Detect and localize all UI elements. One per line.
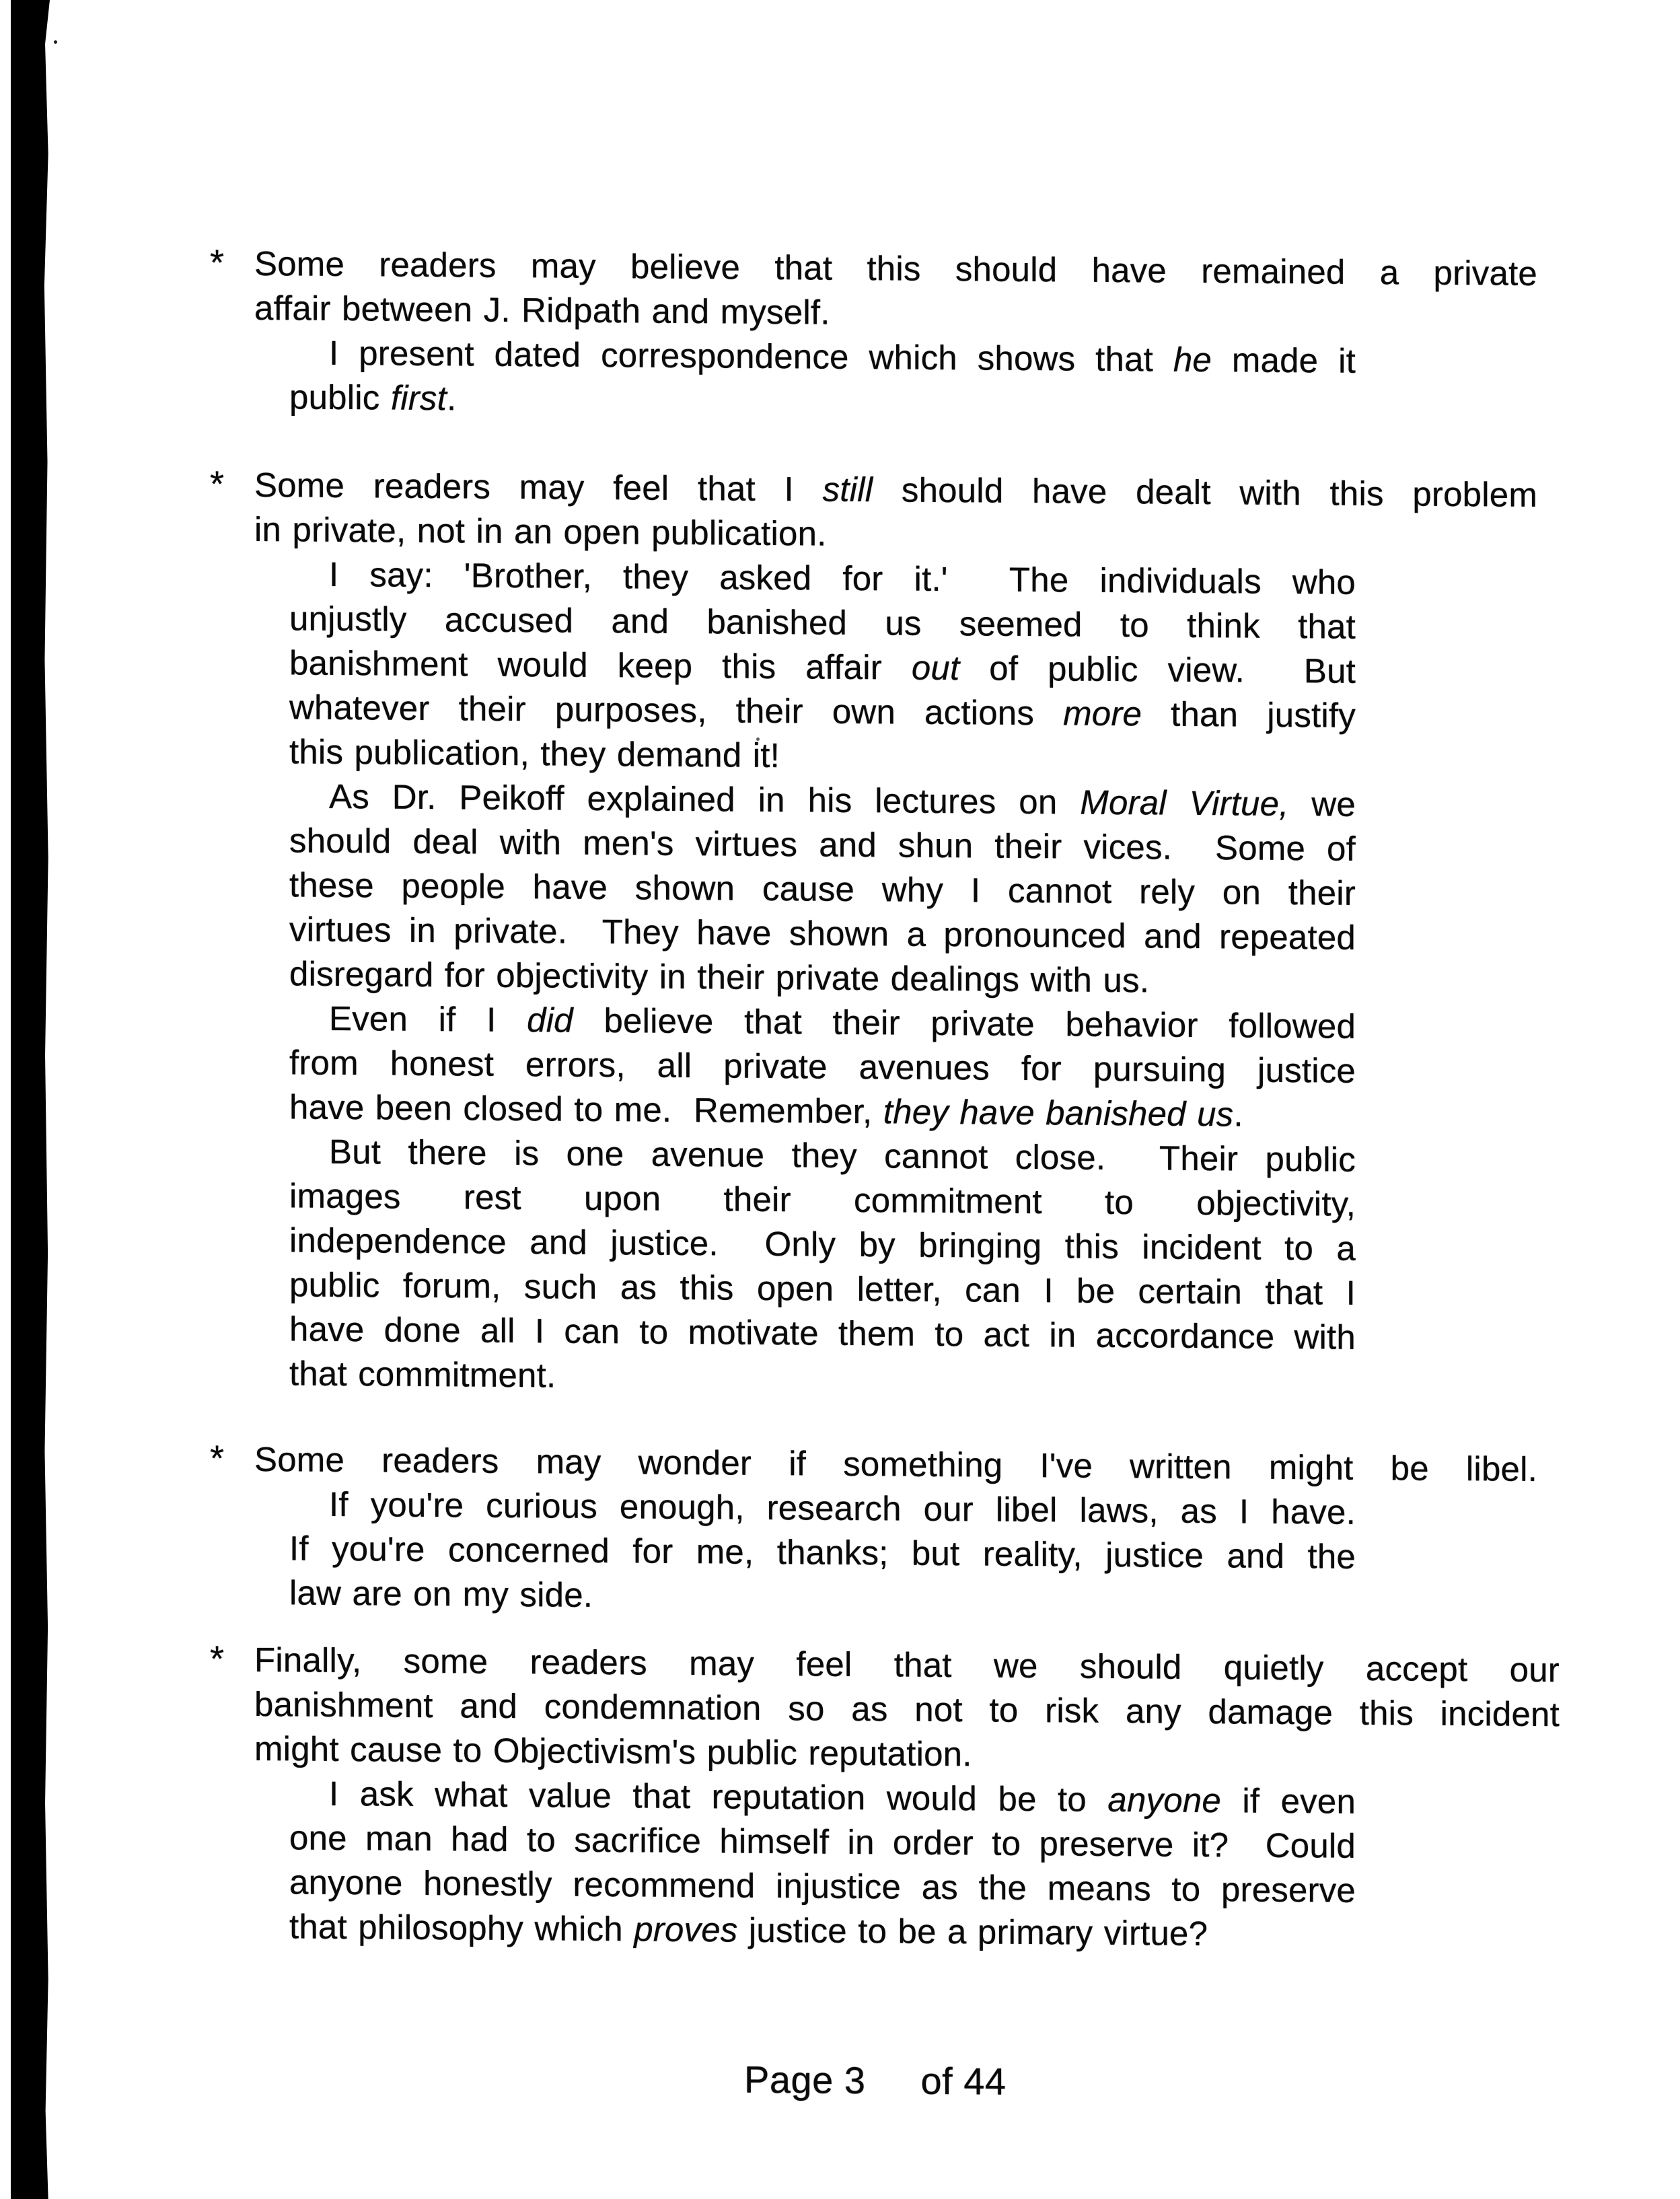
- text-line: [289, 1085, 1356, 1137]
- text-run: justice to be a primary virtue?: [737, 1910, 1208, 1953]
- text-run: from honest errors, all private avenues for pursuing justice: [289, 1043, 1356, 1090]
- italic-text-run: still: [822, 470, 873, 509]
- text-line: [289, 907, 1356, 960]
- bullet-asterisk: *: [210, 464, 225, 505]
- text-line: [289, 330, 1356, 383]
- text-run: unjustly accused and banished us seemed to think that: [289, 599, 1356, 646]
- text-line: [289, 1307, 1356, 1359]
- text-run: that philosophy which: [289, 1907, 634, 1949]
- text-line: [289, 1771, 1356, 1824]
- text-run: that commitment.: [289, 1354, 556, 1395]
- italic-text-run: did: [527, 1001, 573, 1040]
- text-run: this publication, they demand it!: [289, 732, 780, 775]
- text-run: might cause to Objectivism's public reputation.: [254, 1729, 972, 1774]
- text-line: [289, 596, 1356, 649]
- text-line: [289, 1904, 1356, 1957]
- text-run: have done all I can to motivate them to act in accordance with: [289, 1309, 1356, 1357]
- text-run: If you're concerned for me, thanks; but reality, justice and the: [289, 1529, 1356, 1576]
- text-run: independence and justice. Only by bringing this incident to a: [289, 1221, 1356, 1268]
- bullet-asterisk: *: [210, 242, 225, 283]
- text-run: than justify: [1142, 694, 1356, 735]
- text-run: Some readers may wonder if something I've written might be libel.: [254, 1439, 1537, 1488]
- italic-text-run: proves: [634, 1910, 738, 1949]
- text-run: anyone honestly recommend injustice as the means to preserve: [289, 1863, 1356, 1910]
- italic-text-run: Moral Virtue,: [1080, 783, 1289, 824]
- text-run: Finally, some readers may feel that we should quietly accept our: [254, 1640, 1560, 1690]
- text-line: [289, 863, 1356, 915]
- text-run: have been closed to me. Remember,: [289, 1087, 883, 1131]
- text-line: [289, 552, 1356, 604]
- text-run: virtues in private. They have shown a pronounced and repeated: [289, 910, 1356, 957]
- text-run: public forum, such as this open letter, can I be certain that I: [289, 1265, 1356, 1312]
- text-line: [289, 1218, 1356, 1270]
- text-run: law are on my side.: [289, 1573, 593, 1614]
- text-run: images rest upon their commitment to objectivity,: [289, 1176, 1356, 1223]
- text-run: I ask what value that reputation would be to: [329, 1774, 1108, 1819]
- text-run: banishment would keep this affair: [289, 643, 912, 687]
- text-line: [289, 818, 1356, 871]
- bullet-asterisk: *: [210, 1638, 225, 1680]
- text-run: of public view. But: [959, 649, 1356, 690]
- text-run: one man had to sacrifice himself in order to preserve it? Could: [289, 1818, 1356, 1865]
- text-run: I present dated correspondence which shows that: [329, 333, 1173, 379]
- text-run: believe that their private behavior followed: [573, 1001, 1356, 1046]
- text-run: affair between J. Ridpath and myself.: [254, 288, 830, 332]
- italic-text-run: he: [1173, 340, 1212, 380]
- page-footer: [744, 2060, 1007, 2102]
- text-run: these people have shown cause why I cannot rely on their: [289, 865, 1356, 912]
- text-line: [289, 1526, 1356, 1579]
- text-run: Even if I: [329, 999, 527, 1040]
- text-run: if even: [1220, 1781, 1356, 1821]
- text-line: [289, 1860, 1356, 1912]
- text-run: banishment and condemnation so as not to risk any damage this incident: [254, 1684, 1560, 1734]
- text-run: we: [1288, 785, 1356, 824]
- text-run: .: [446, 379, 457, 418]
- text-run: whatever their purposes, their own actions: [289, 688, 1064, 733]
- italic-text-run: more: [1063, 694, 1142, 733]
- text-run: in private, not in an open publication.: [254, 509, 827, 553]
- text-run: .: [1233, 1095, 1243, 1134]
- text-line: [289, 729, 1356, 782]
- text-line: [289, 996, 1356, 1048]
- italic-text-run: out: [911, 648, 960, 688]
- text-run: should deal with men's virtues and shun their vices. Some of: [289, 821, 1356, 868]
- text-run: should have dealt with this problem: [873, 470, 1537, 514]
- bullet-asterisk: *: [210, 1438, 225, 1479]
- text-line: [289, 1815, 1356, 1868]
- text-run: As Dr. Peikoff explained in his lectures on: [329, 777, 1081, 822]
- text-run: I say: 'Brother, they asked for it.' The individuals who: [329, 554, 1356, 602]
- text-run: Some readers may believe that this should have remained a private: [254, 244, 1537, 293]
- italic-text-run: they have banished us: [883, 1092, 1234, 1134]
- text-line: [289, 1351, 1356, 1404]
- text-line: [289, 685, 1356, 737]
- text-line: [289, 1482, 1356, 1534]
- text-run: If you're curious enough, research our libel laws, as I have.: [329, 1484, 1356, 1531]
- text-run: public: [289, 377, 391, 417]
- text-run: Some readers may feel that I: [254, 465, 823, 509]
- text-line: [289, 641, 1356, 693]
- text-line: [289, 375, 1356, 427]
- footer-page-total: of 44: [920, 2059, 1007, 2103]
- text-line: [289, 951, 1356, 1004]
- footer-page-number: Page 3: [744, 2058, 866, 2102]
- text-line: [289, 1174, 1356, 1226]
- text-line: [289, 1571, 1356, 1623]
- text-line: [289, 1262, 1356, 1315]
- text-run: made it: [1212, 340, 1356, 380]
- text-run: disregard for objectivity in their private dealings with us.: [289, 954, 1150, 1000]
- italic-text-run: anyone: [1107, 1780, 1221, 1820]
- italic-text-run: first: [390, 378, 447, 418]
- text-line: [289, 1129, 1356, 1182]
- text-line: [289, 774, 1356, 826]
- text-line: [289, 1040, 1356, 1093]
- text-run: But there is one avenue they cannot close. Their public: [329, 1132, 1356, 1179]
